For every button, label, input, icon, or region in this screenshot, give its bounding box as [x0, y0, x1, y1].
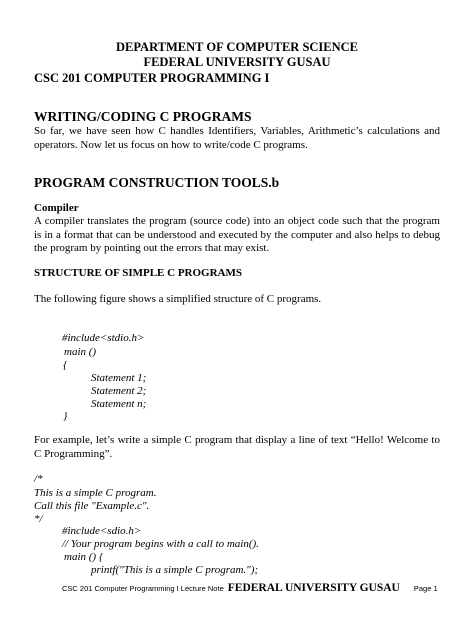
paragraph-figure-intro: The following figure shows a simplified structure of C programs.	[34, 293, 322, 305]
page-footer	[62, 583, 438, 597]
course-title: CSC 201 COMPUTER PROGRAMMING I	[34, 71, 270, 85]
code-line: }	[63, 410, 68, 422]
section-heading-structure: STRUCTURE OF SIMPLE C PROGRAMS	[34, 267, 242, 279]
code-line: {	[63, 359, 68, 371]
code-line: main () {	[64, 551, 104, 563]
code-line: */	[34, 513, 43, 525]
code-line: #include<stdio.h>	[62, 332, 145, 344]
code-line: // Your program begins with a call to main().	[62, 538, 259, 550]
paragraph-compiler: A compiler translates the program (source code) into an object code such that the program is in a format that can be understood and executed by the computer and also helps to debug the program by pointing out the errors that may exist.	[34, 215, 440, 255]
page-number: Page 1	[413, 584, 438, 593]
paragraph-example: For example, let’s write a simple C program that display a line of text “Hello! Welcome to C Programming”.	[34, 434, 440, 460]
code-line: Statement n;	[91, 398, 147, 410]
footer-course-note: CSC 201 Computer Programming I Lecture Note	[62, 584, 224, 593]
code-line: Call this file "Example.c".	[34, 500, 150, 512]
code-line: Statement 2;	[91, 385, 147, 397]
department-title: DEPARTMENT OF COMPUTER SCIENCE	[115, 40, 359, 54]
code-line: printf("This is a simple C program.");	[91, 564, 259, 576]
university-title: FEDERAL UNIVERSITY GUSAU	[143, 55, 331, 69]
code-line: #include<sdio.h>	[62, 525, 142, 537]
compiler-heading: Compiler	[34, 202, 79, 214]
code-line: /*	[34, 473, 43, 485]
code-line: Statement 1;	[91, 372, 147, 384]
code-line: main ()	[64, 346, 97, 358]
footer-university: FEDERAL UNIVERSITY GUSAU	[227, 582, 400, 594]
section-heading-tools: PROGRAM CONSTRUCTION TOOLS.b	[34, 175, 280, 190]
code-line: This is a simple C program.	[34, 487, 157, 499]
paragraph-intro: So far, we have seen how C handles Identifiers, Variables, Arithmetic’s calculations and operators. Now let us focus on how to write/code C programs.	[34, 125, 440, 151]
section-heading-writing: WRITING/CODING C PROGRAMS	[34, 109, 252, 124]
